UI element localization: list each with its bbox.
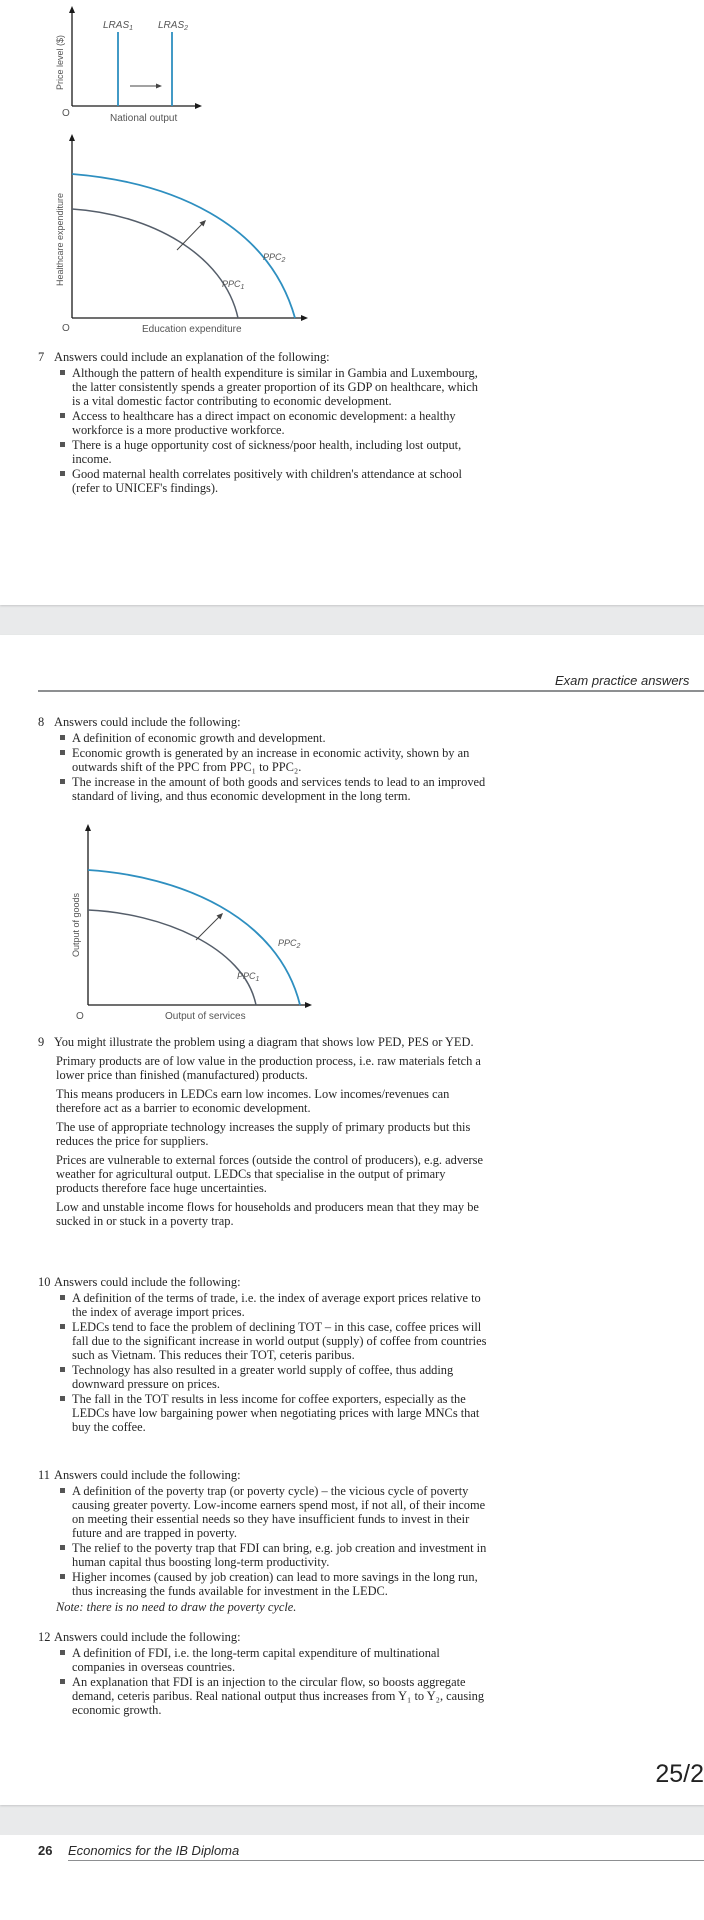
q10-number: 10 xyxy=(38,1275,51,1289)
list-item: The fall in the TOT results in less income for coffee exporters, especially as the LEDCs have low bargaining power when negotiating prices with large MNCs that buy the coffee. xyxy=(38,1392,488,1434)
q7-number: 7 xyxy=(38,350,45,364)
question-9 xyxy=(38,1035,488,1233)
q10-intro: Answers could include the following: xyxy=(54,1275,241,1289)
q11-intro: Answers could include the following: xyxy=(54,1468,241,1482)
ppc2-label: $PPC_2$ xyxy=(278,938,301,950)
paragraph: Low and unstable income flows for households and producers mean that they may be sucked in or stuck in a poverty trap. xyxy=(56,1200,479,1228)
footer-book-title: Economics for the IB Diploma xyxy=(68,1843,240,1858)
list-item: A definition of the poverty trap (or poverty cycle) – the vicious cycle of poverty causing greater poverty. Low-income earners spend most, if not all, of their income on meeting their essential needs so they have insufficient funds to invest in their future and are trapped in poverty. xyxy=(38,1484,488,1540)
q9-intro: You might illustrate the problem using a diagram that shows low PED, PES or YED. xyxy=(54,1035,474,1049)
list-item: Technology has also resulted in a greater world supply of coffee, thus adding downward pressure on prices. xyxy=(38,1363,488,1391)
ppc-health-diagram xyxy=(0,130,704,340)
ppc1-label: $PPC_1$ xyxy=(222,279,245,291)
q7-bullets xyxy=(38,366,488,495)
list-item: The relief to the poverty trap that FDI can bring, e.g. job creation and investment in human capital thus boosting long-term productivity. xyxy=(38,1541,488,1569)
ppc2-label: $PPC_2$ xyxy=(263,252,286,264)
question-11 xyxy=(38,1468,488,1619)
q12-bullets xyxy=(38,1646,488,1717)
q12-intro: Answers could include the following: xyxy=(54,1630,241,1644)
q8-bullets xyxy=(38,731,488,803)
ppc-goods-diagram xyxy=(0,820,704,1030)
list-item: Access to healthcare has a direct impact on economic development: a healthy workforce is a more productive workforce. xyxy=(38,409,488,437)
question-12 xyxy=(38,1630,488,1718)
paragraph: Prices are vulnerable to external forces (outside the control of producers), e.g. adverse weather for agricultural output. LEDCs that specialise in the output of primary products therefore face huge uncertainties. xyxy=(56,1153,483,1195)
q12-number: 12 xyxy=(38,1630,51,1644)
lras-x-label: National output xyxy=(110,113,178,124)
ppc1-label: $PPC_1$ xyxy=(237,971,260,983)
lras2-label: $LRAS_2$ xyxy=(158,20,189,32)
ppc1-curve xyxy=(72,209,238,318)
footer-rule xyxy=(68,1860,704,1861)
ppc1-curve xyxy=(88,910,256,1005)
list-item: Economic growth is generated by an increase in economic activity, shown by an outwards shift of the PPC from PPC₁ to PPC₂. xyxy=(38,746,488,774)
paragraph: The use of appropriate technology increases the supply of primary products but this reduces the price for suppliers. xyxy=(56,1120,471,1148)
q11-number: 11 xyxy=(38,1468,50,1482)
list-item: A definition of FDI, i.e. the long-term capital expenditure of multinational companies in overseas countries. xyxy=(38,1646,488,1674)
header-title: Exam practice answers xyxy=(555,673,690,688)
list-item: Although the pattern of health expenditure is similar in Gambia and Luxembourg, the latter consistently spends a greater proportion of its GDP on healthcare, which is a vital domestic factor contributing to economic development. xyxy=(38,366,488,408)
question-10 xyxy=(38,1275,488,1435)
list-item: An explanation that FDI is an injection to the circular flow, so boosts aggregate demand, ceteris paribus. Real national output thus increases from Y₁ to Y₂, causing economic growth. xyxy=(38,1675,488,1717)
q9-number: 9 xyxy=(38,1035,45,1049)
page-2 xyxy=(0,635,704,1805)
paragraph: Primary products are of low value in the production process, i.e. raw materials fetch a lower price than finished (manufactured) products. xyxy=(56,1054,481,1082)
ppc-goods-x-label: Output of services xyxy=(165,1011,246,1022)
list-item: Higher incomes (caused by job creation) can lead to more savings in the long run, thus increasing the funds available for investment in the LEDC. xyxy=(38,1570,488,1598)
list-item: There is a huge opportunity cost of sickness/poor health, including lost output, income. xyxy=(38,438,488,466)
page-3 xyxy=(0,1835,704,1920)
header-rule xyxy=(38,690,704,692)
q10-bullets xyxy=(38,1291,488,1434)
list-item: Good maternal health correlates positively with children's attendance at school (refer to UNICEF's findings). xyxy=(38,467,488,495)
q7-intro: Answers could include an explanation of the following: xyxy=(54,350,330,364)
page-1 xyxy=(0,0,704,605)
ppc-health-y-label: Healthcare expenditure xyxy=(55,192,65,286)
ppc-health-x-label: Education expenditure xyxy=(142,324,242,335)
q8-number: 8 xyxy=(38,715,45,729)
page-counter: 25/2 xyxy=(655,1760,704,1788)
list-item: LEDCs tend to face the problem of declining TOT – in this case, coffee prices will fall due to the significant increase in world output (supply) of coffee from countries such as Vietnam. This reduces their TOT, ceteris paribus. xyxy=(38,1320,488,1362)
q8-intro: Answers could include the following: xyxy=(54,715,241,729)
q11-bullets xyxy=(38,1484,488,1598)
lras-diagram xyxy=(0,0,704,130)
ppc-goods-y-label: Output of goods xyxy=(71,892,81,957)
footer-page-number: 26 xyxy=(38,1843,53,1858)
ppc-health-origin: O xyxy=(62,323,70,334)
list-item: The increase in the amount of both goods and services tends to lead to an improved standard of living, and thus economic development in the long term. xyxy=(38,775,488,803)
lras1-label: $LRAS_1$ xyxy=(103,20,134,32)
list-item: A definition of the terms of trade, i.e. the index of average export prices relative to the index of average import prices. xyxy=(38,1291,488,1319)
question-7 xyxy=(38,350,488,496)
paragraph: This means producers in LEDCs earn low incomes. Low incomes/revenues can therefore act as a barrier to economic development. xyxy=(56,1087,450,1115)
question-8 xyxy=(38,715,488,804)
ppc2-curve xyxy=(72,174,295,318)
ppc-goods-origin: O xyxy=(76,1011,84,1022)
lras-y-label: Price level ($) xyxy=(55,34,65,90)
ppc2-curve xyxy=(88,870,300,1005)
q11-note: Note: there is no need to draw the poverty cycle. xyxy=(56,1600,297,1614)
list-item: A definition of economic growth and development. xyxy=(38,731,488,745)
lras-origin: O xyxy=(62,108,70,119)
